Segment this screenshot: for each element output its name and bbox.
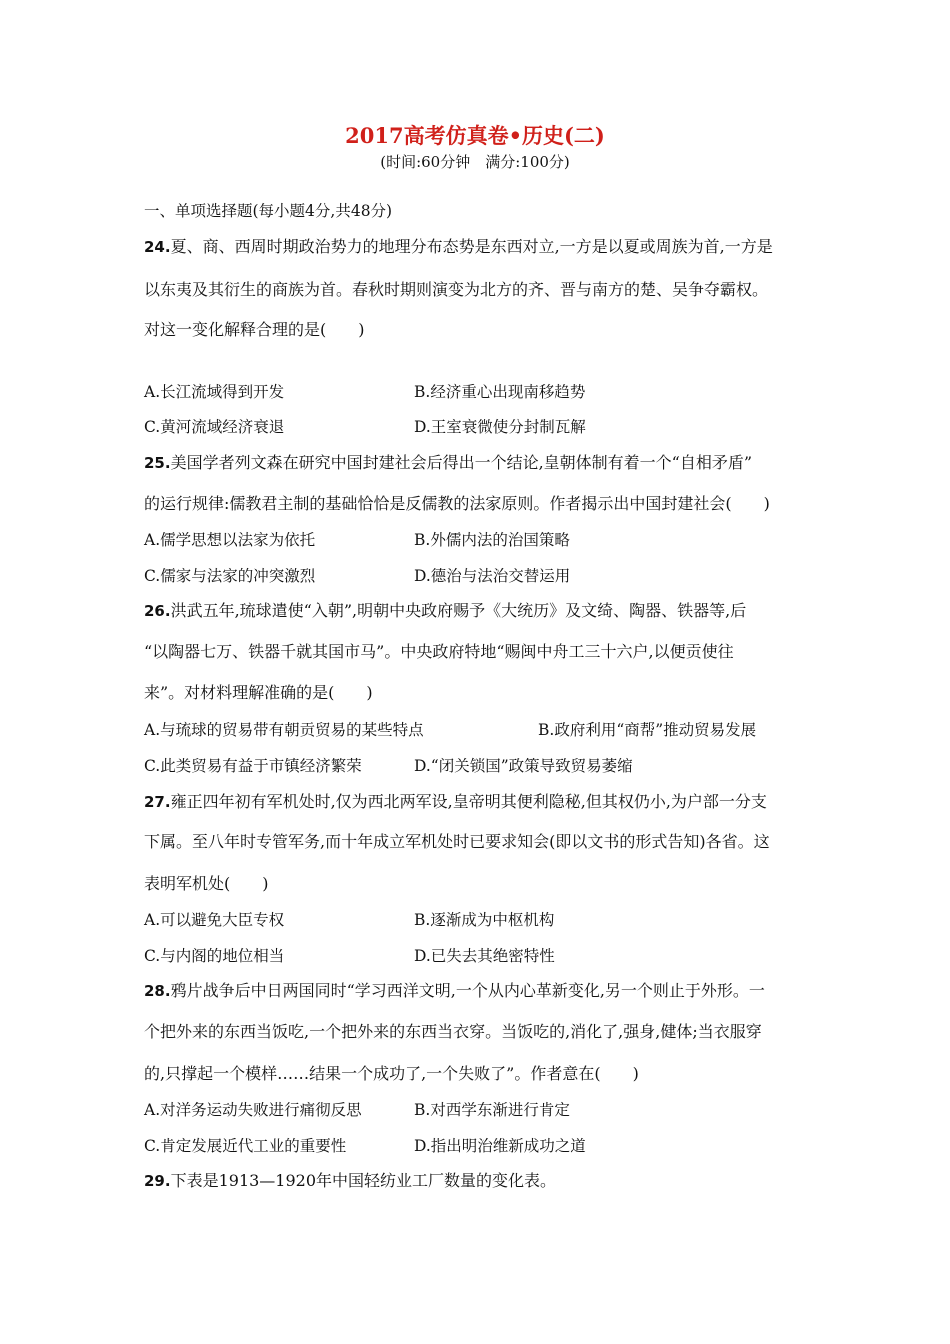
exam-subtitle: (时间:60分钟 满分:100分) [380, 153, 570, 171]
question-number: 24. [144, 238, 171, 256]
question-29-line-1: 29.下表是1913—1920年中国轻纺业工厂数量的变化表。 [144, 1171, 557, 1190]
question-24-line-2: 以东夷及其衍生的商族为首。春秋时期则演变为北方的齐、晋与南方的楚、吴争夺霸权。 [144, 280, 769, 299]
question-28-option-d: D.指出明治维新成功之道 [414, 1137, 586, 1155]
question-24-option-b: B.经济重心出现南移趋势 [414, 383, 586, 401]
question-26-option-d: D.“闭关锁国”政策导致贸易萎缩 [414, 757, 633, 775]
question-26-option-c: C.此类贸易有益于市镇经济繁荣 [144, 757, 362, 775]
question-26-line-2: “以陶器七万、铁器千就其国市马”。中央政府特地“赐闽中舟工三十六户,以便贡使往 [144, 642, 734, 661]
question-24-line-1: 24.夏、商、西周时期政治势力的地理分布态势是东西对立,一方是以夏或周族为首,一方是 [144, 237, 773, 256]
question-24-option-d: D.王室衰微使分封制瓦解 [414, 418, 586, 436]
question-26-line-1: 26.洪武五年,琉球遣使“入朝”,明朝中央政府赐予《大统历》及文绮、陶器、铁器等,后 [144, 601, 747, 620]
question-number: 27. [144, 793, 171, 811]
question-25-option-a: A.儒学思想以法家为依托 [144, 531, 316, 549]
question-27-option-d: D.已失去其绝密特性 [414, 947, 555, 965]
question-26-line-3: 来”。对材料理解准确的是( ) [144, 683, 373, 702]
exam-title: 2017高考仿真卷•历史(二) [345, 123, 605, 148]
question-28-option-a: A.对洋务运动失败进行痛彻反思 [144, 1101, 362, 1119]
question-27-option-a: A.可以避免大臣专权 [144, 911, 285, 929]
question-24-option-a: A.长江流域得到开发 [144, 383, 285, 401]
question-25-option-b: B.外儒内法的治国策略 [414, 531, 570, 549]
question-24-option-c: C.黄河流域经济衰退 [144, 418, 285, 436]
question-25-line-1: 25.美国学者列文森在研究中国封建社会后得出一个结论,皇朝体制有着一个“自相矛盾” [144, 453, 753, 472]
question-28-line-1: 28.鸦片战争后中日两国同时“学习西洋文明,一个从内心革新变化,另一个则止于外形。一 [144, 981, 765, 1000]
question-27-line-1: 27.雍正四年初有军机处时,仅为西北两军设,皇帝明其便利隐秘,但其权仍小,为户部一分支 [144, 792, 767, 811]
question-27-line-2: 下属。至八年时专管军务,而十年成立军机处时已要求知会(即以文书的形式告知)各省。这 [144, 832, 770, 851]
section-heading: 一、单项选择题(每小题4分,共48分) [144, 202, 393, 220]
question-27-option-b: B.逐渐成为中枢机构 [414, 911, 555, 929]
question-number: 26. [144, 602, 171, 620]
question-26-option-b: B.政府利用“商帮”推动贸易发展 [538, 721, 757, 739]
question-24-line-3: 对这一变化解释合理的是( ) [144, 320, 365, 339]
question-number: 28. [144, 982, 171, 1000]
question-27-option-c: C.与内阁的地位相当 [144, 947, 285, 965]
question-27-line-3: 表明军机处( ) [144, 874, 269, 893]
question-28-line-3: 的,只撑起一个模样……结果一个成功了,一个失败了”。作者意在( ) [144, 1064, 639, 1083]
question-number: 25. [144, 454, 171, 472]
question-28-option-b: B.对西学东渐进行肯定 [414, 1101, 570, 1119]
question-28-option-c: C.肯定发展近代工业的重要性 [144, 1137, 347, 1155]
question-number: 29. [144, 1172, 171, 1190]
question-25-option-c: C.儒家与法家的冲突激烈 [144, 567, 316, 585]
question-26-option-a: A.与琉球的贸易带有朝贡贸易的某些特点 [144, 721, 424, 739]
question-25-option-d: D.德治与法治交替运用 [414, 567, 571, 585]
question-28-line-2: 个把外来的东西当饭吃,一个把外来的东西当衣穿。当饭吃的,消化了,强身,健体;当衣服穿 [144, 1022, 762, 1041]
question-25-line-2: 的运行规律:儒教君主制的基础恰恰是反儒教的法家原则。作者揭示出中国封建社会( ) [144, 494, 770, 513]
